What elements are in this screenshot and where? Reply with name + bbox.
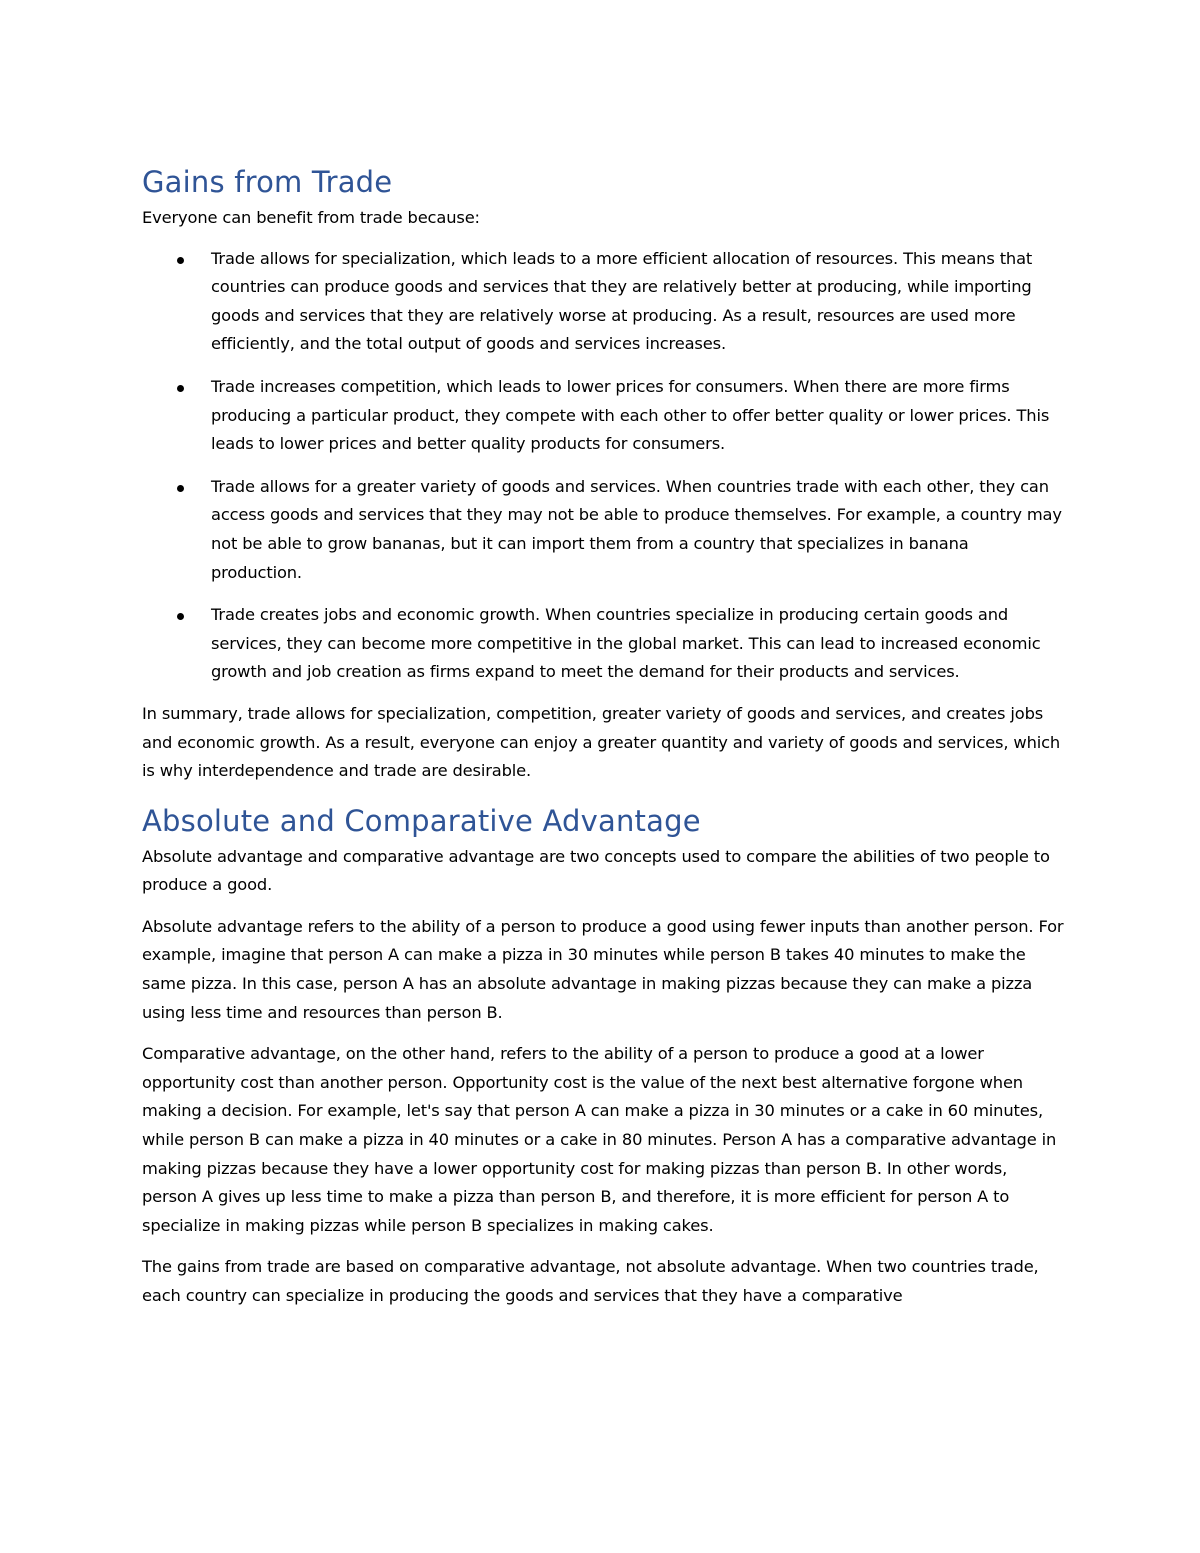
list-item-text: Trade allows for specialization, which leads to a more efficient allocation of resources. This means that countries can produce goods and services that they are relatively better at producing, while importing goods and services that they are relatively worse at producing. As a result, resources are used more efficiently, and the total output of goods and services increases. <box>211 248 1033 354</box>
list-item <box>142 373 1064 459</box>
bullet-icon <box>177 485 184 492</box>
list-item <box>142 473 1064 587</box>
list-item-text: Trade creates jobs and economic growth. When countries specialize in producing certain goods and services, they can become more competitive in the global market. This can lead to increased economic growth and job creation as firms expand to meet the demand for their products and services. <box>211 605 1041 682</box>
section-title-gains-from-trade: Gains from Trade <box>142 165 393 199</box>
section-title-absolute-comparative-advantage: Absolute and Comparative Advantage <box>142 803 701 838</box>
list-item <box>142 245 1064 359</box>
bullet-icon <box>177 385 184 392</box>
body-paragraph: The gains from trade are based on comparative advantage, not absolute advantage. When two countries trade, each country can specialize in producing the goods and services that they have a comparative <box>142 1257 1039 1305</box>
intro-paragraph: Everyone can benefit from trade because: <box>142 208 480 227</box>
body-paragraph: Comparative advantage, on the other hand, refers to the ability of a person to produce a good at a lower opportunity cost than another person. Opportunity cost is the value of the next best alternative forgone when making a decision. For example, let's say that person A can make a pizza in 30 minutes or a cake in 60 minutes, while person B can make a pizza in 40 minutes or a cake in 80 minutes. Person A has a comparative advantage in making pizzas because they have a lower opportunity cost for making pizzas than person B. In other words, person A gives up less time to make a pizza than person B, and therefore, it is more efficient for person A to specialize in making pizzas while person B specializes in making cakes. <box>142 1044 1057 1235</box>
body-paragraph: Absolute advantage refers to the ability of a person to produce a good using fewer inputs than another person. For example, imagine that person A can make a pizza in 30 minutes while person B takes 40 minutes to make the same pizza. In this case, person A has an absolute advantage in making pizzas because they can make a pizza using less time and resources than person B. <box>142 916 1064 1022</box>
list-item-text: Trade increases competition, which leads to lower prices for consumers. When there are more firms producing a particular product, they compete with each other to offer better quality or lower prices. This leads to lower prices and better quality products for consumers. <box>211 376 1050 454</box>
summary-paragraph: In summary, trade allows for specialization, competition, greater variety of goods and services, and creates jobs and economic growth. As a result, everyone can enjoy a greater quantity and variety of goods and services, which is why interdependence and trade are desirable. <box>142 703 1061 781</box>
document-page <box>142 160 1064 1324</box>
bullet-icon <box>177 257 184 264</box>
bullet-list <box>142 245 1064 687</box>
list-item-text: Trade allows for a greater variety of goods and services. When countries trade with each other, they can access goods and services that they may not be able to produce themselves. For example, a country may not be able to grow bananas, but it can import them from a country that specializes in banana production. <box>211 476 1062 582</box>
list-item <box>142 601 1064 687</box>
bullet-icon <box>177 613 184 620</box>
body-paragraph: Absolute advantage and comparative advantage are two concepts used to compare the abilities of two people to produce a good. <box>142 846 1050 895</box>
